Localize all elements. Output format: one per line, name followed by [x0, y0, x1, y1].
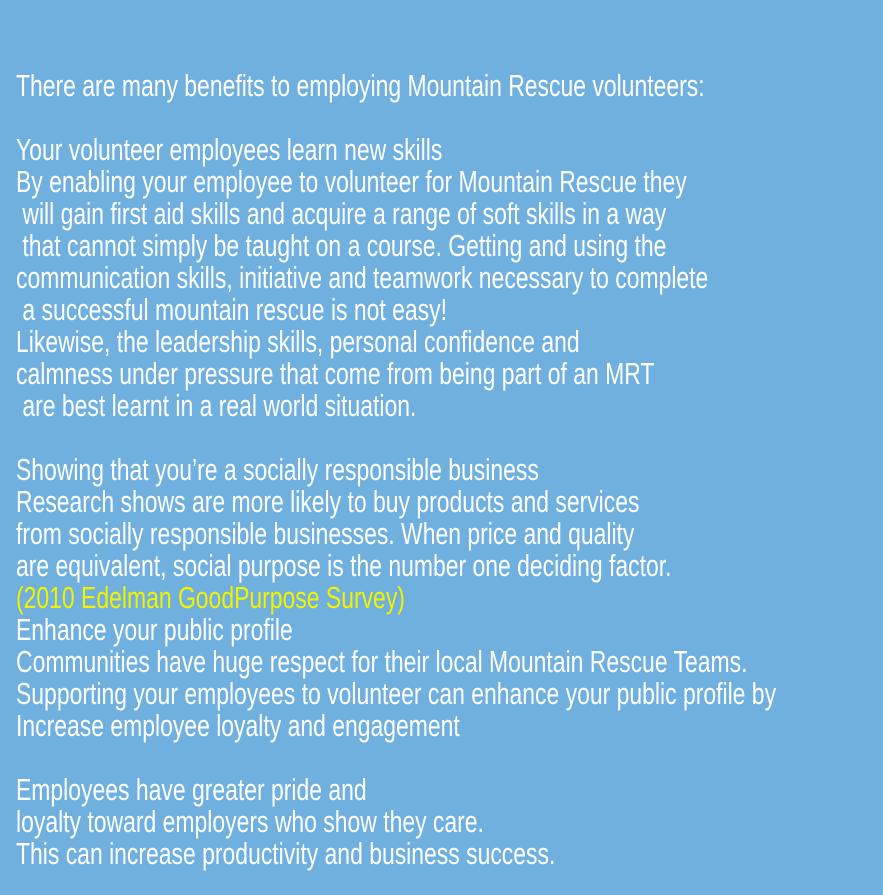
body-line: Communities have huge respect for their local Mountain Rescue Teams.	[16, 644, 748, 679]
section-heading-public-profile: Enhance your public profile	[16, 612, 293, 647]
body-line: This can increase productivity and business success.	[16, 836, 556, 871]
body-line: calmness under pressure that come from being part of an MRT	[16, 356, 655, 391]
body-line: Employees have greater pride and	[16, 772, 367, 807]
body-line: Likewise, the leadership skills, personal confidence and	[16, 324, 580, 359]
body-line: will gain first aid skills and acquire a range of soft skills in a way	[16, 196, 667, 231]
section-heading-social-responsibility: Showing that you’re a socially responsible business	[16, 452, 539, 487]
section-heading-loyalty: Increase employee loyalty and engagement	[16, 708, 460, 743]
body-line: are equivalent, social purpose is the number one deciding factor.	[16, 548, 672, 583]
body-line: loyalty toward employers who show they care.	[16, 804, 484, 839]
body-line: that cannot simply be taught on a course. Getting and using the	[16, 228, 667, 263]
body-line: a successful mountain rescue is not easy!	[16, 292, 447, 327]
body-line: are best learnt in a real world situation.	[16, 388, 417, 423]
intro-text: There are many benefits to employing Mountain Rescue volunteers:	[16, 68, 705, 103]
body-line: Supporting your employees to volunteer can enhance your public profile by	[16, 676, 777, 711]
body-line: from socially responsible businesses. When price and quality	[16, 516, 635, 551]
body-line: By enabling your employee to volunteer for Mountain Rescue they	[16, 164, 687, 199]
body-line: communication skills, initiative and teamwork necessary to complete	[16, 260, 709, 295]
survey-citation: (2010 Edelman GoodPurpose Survey)	[16, 580, 405, 615]
section-heading-new-skills: Your volunteer employees learn new skills	[16, 132, 443, 167]
body-line: Research shows are more likely to buy products and services	[16, 484, 640, 519]
